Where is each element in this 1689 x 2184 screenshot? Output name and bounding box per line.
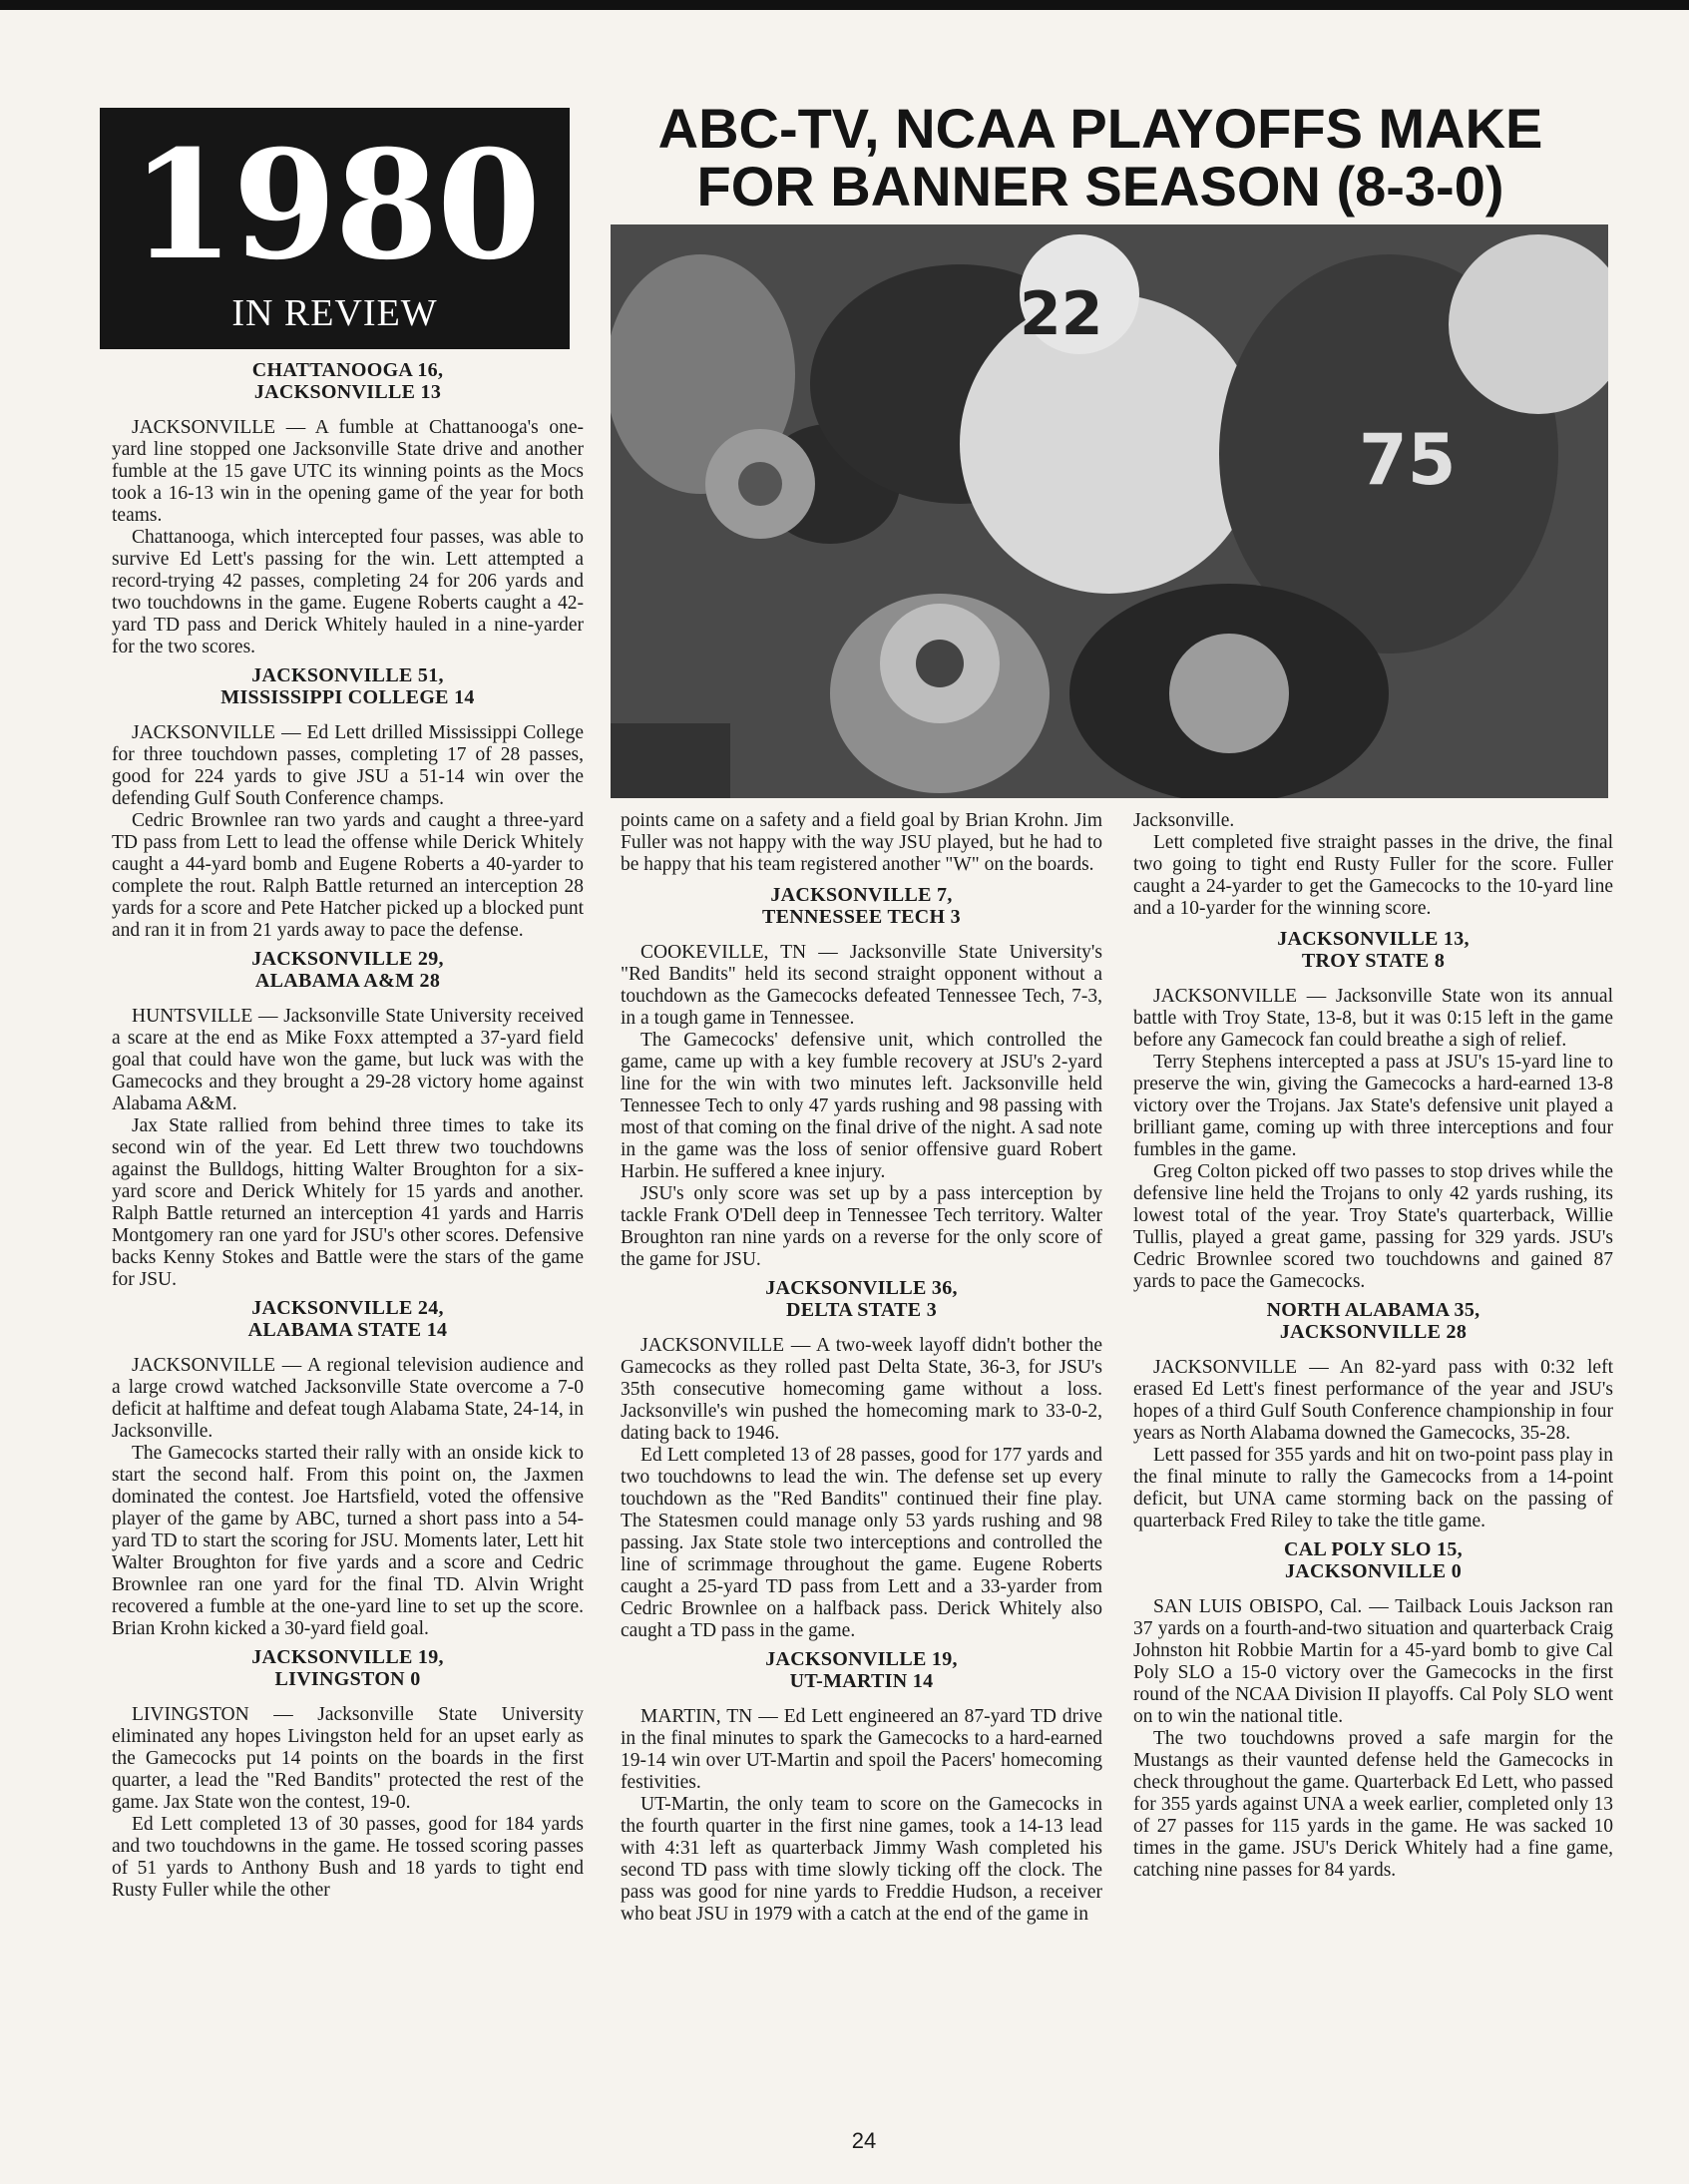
article-paragraph: COOKEVILLE, TN — Jacksonville State University's "Red Bandits" held its second straight opponent without a touchdown as the Gamecocks defeated Tennessee Tech, 7-3, in a tough game in Tennessee. [621,942,1102,1029]
article-paragraph: Chattanooga, which intercepted four passes, was able to survive Ed Lett's passing for the win. Lett attempted a record-trying 42 passes, completing 24 for 206 yards and two touchdowns in the game. Eugene Roberts caught a 42-yard TD pass and Derick Whitely hauled in a nine-yarder for the two scores. [112,527,584,657]
article-paragraph: Jax State rallied from behind three times to take its second win of the year. Ed Lett threw two touchdowns against the Bulldogs, hitting Walter Broughton for a six-yard score and Derick Whitely for 15 yards and another. Ralph Battle returned an interception 41 yards and Harris Montgomery ran one yard for JSU's other scores. Defensive backs Kenny Stokes and Battle were the stars of the game for JSU. [112,1115,584,1290]
football-scrum-photo-icon [611,224,1608,798]
article-paragraph: UT-Martin, the only team to score on the Gamecocks in the fourth quarter in the first nine games, took a 14-13 lead with 4:31 left as quarterback Jimmy Wash completed his second TD pass with time slowly ticking off the clock. The pass was good for nine yards to Freddie Hudson, a receiver who beat JSU in 1979 with a catch at the end of the game in [621,1794,1102,1925]
game-heading: JACKSONVILLE 24, ALABAMA STATE 14 [247,1297,448,1341]
article-paragraph: JACKSONVILLE — A fumble at Chattanooga's one-yard line stopped one Jacksonville State drive and another fumble at the 15 gave UTC its winning points as the Mocs took a 16-13 win in the opening game of the year for both teams. [112,417,584,526]
article-paragraph: SAN LUIS OBISPO, Cal. — Tailback Louis Jackson ran 37 yards on a fourth-and-two situation and quarterback Craig Johnston hit Robbie Martin for a 45-yard bomb to give Cal Poly SLO a 15-0 victory over the Gamecocks in the first round of the NCAA Division II playoffs. Cal Poly SLO went on to win the national title. [1133,1596,1613,1727]
headline [597,97,1604,218]
game-heading: JACKSONVILLE 7, TENNESSEE TECH 3 [762,884,961,928]
article-paragraph: Ed Lett completed 13 of 28 passes, good for 177 yards and two touchdowns to lead the win. The defense set up every touchdown as the "Red Bandits" continued their fine play. The Statesmen could manage only 53 yards rushing and 98 passing. Jax State stole two interceptions and controlled the line of scrimmage throughout the game. Eugene Roberts caught a 25-yard TD pass from Lett and a 33-yarder from Cedric Brownlee on a halfback pass. Derick Whitely also caught a TD pass in the game. [621,1445,1102,1641]
article-paragraph: The Gamecocks' defensive unit, which controlled the game, came up with a key fumble recovery at JSU's 2-yard line for the win with two minutes left. Jacksonville held Tennessee Tech to only 47 yards rushing and 98 passing with most of that coming on the final drive of the night. A sad note in the game was the loss of senior offensive guard Robert Harbin. He suffered a knee injury. [621,1030,1102,1182]
article-paragraph: JACKSONVILLE — Ed Lett drilled Mississippi College for three touchdown passes, completing 17 of 28 passes, good for 224 yards to give JSU a 51-14 win over the defending Gulf South Conference champs. [112,722,584,809]
page-number: 24 [851,2128,877,2153]
game-heading: JACKSONVILLE 13, TROY STATE 8 [1277,928,1470,972]
svg-text:22: 22 [1020,279,1103,349]
article-paragraph: Lett completed five straight passes in the drive, the final two going to tight end Rusty Fuller for the score. Fuller caught a 24-yarder to get the Gamecocks to the 10-yard line and a 10-yarder for the winning score. [1133,832,1613,919]
game-heading: NORTH ALABAMA 35, JACKSONVILLE 28 [1266,1299,1480,1343]
in-review-subtitle: IN REVIEW [231,292,438,334]
article-paragraph: Greg Colton picked off two passes to stop drives while the defensive line held the Trojans to only 42 yards rushing, its lowest total of the year. Troy State's quarterback, Willie Tullis, played a great game, passing for 329 yards. JSU's Cedric Brownlee scored two touchdowns and gained 87 yards to pace the Gamecocks. [1133,1161,1613,1292]
article-paragraph: JACKSONVILLE — A regional television audience and a large crowd watched Jacksonville State overcome a 7-0 deficit at halftime and defeat tough Alabama State, 24-14, in Jacksonville. [112,1355,584,1442]
game-heading: JACKSONVILLE 19, UT-MARTIN 14 [765,1648,958,1692]
article-paragraph: JACKSONVILLE — An 82-yard pass with 0:32 left erased Ed Lett's finest performance of the year and JSU's hopes of a third Gulf South Conference championship in four years as North Alabama downed the Gamecocks, 35-28. [1133,1357,1613,1444]
article-paragraph: Lett passed for 355 yards and hit on two-point pass play in the final minute to rally the Gamecocks from a 14-point deficit, but UNA came storming back on the passing of quarterback Fred Riley to take the title game. [1133,1445,1613,1531]
column-1 [112,359,584,1902]
game-heading: JACKSONVILLE 36, DELTA STATE 3 [765,1277,958,1321]
top-rule [0,0,1689,10]
article-paragraph: LIVINGSTON — Jacksonville State University eliminated any hopes Livingston held for an upset early as the Gamecocks put 14 points on the boards in the first quarter, a lead the "Red Bandits" protected the rest of the game. Jax State won the contest, 19-0. [112,1704,584,1813]
football-photo [611,224,1608,798]
game-heading: JACKSONVILLE 51, MISSISSIPPI COLLEGE 14 [220,664,475,708]
column-2 [621,810,1102,1926]
year-title-block [100,108,570,349]
game-heading: CAL POLY SLO 15, JACKSONVILLE 0 [1284,1538,1463,1582]
article-paragraph: The two touchdowns proved a safe margin for the Mustangs as their vaunted defense held the Gamecocks in check throughout the game. Quarterback Ed Lett, who passed for 355 yards against UNA a week earlier, completed only 13 of 27 passes for 115 yards in the game. He was sacked 10 times in the game. JSU's Derick Whitely had a fine game, catching nine passes for 84 yards. [1133,1728,1613,1881]
article-paragraph: JACKSONVILLE — Jacksonville State won its annual battle with Troy State, 13-8, but it was 0:15 left in the game before any Gamecock fan could breathe a sigh of relief. [1133,986,1613,1051]
article-paragraph: Cedric Brownlee ran two yards and caught a three-yard TD pass from Lett to lead the offense while Derick Whitely caught a 44-yard bomb and Eugene Roberts a 40-yarder to complete the rout. Ralph Battle returned an interception 28 yards for a score and Pete Hatcher picked up a blocked punt and ran it in from 21 yards away to pace the defense. [112,810,584,941]
article-paragraph: HUNTSVILLE — Jacksonville State University received a scare at the end as Mike Foxx attempted a 37-yard field goal that could have won the game, but luck was with the Gamecocks and they brought a 29-28 victory home against Alabama A&M. [112,1006,584,1114]
article-paragraph: Terry Stephens intercepted a pass at JSU's 15-yard line to preserve the win, giving the Gamecocks a hard-earned 13-8 victory over the Trojans. Jax State's defensive unit played a brilliant game, coming up with three interceptions and four fumbles in the game. [1133,1052,1613,1160]
article-paragraph: MARTIN, TN — Ed Lett engineered an 87-yard TD drive in the final minutes to spark the Gamecocks to a hard-earned 19-14 win over UT-Martin and spoil the Pacers' homecoming festivities. [621,1706,1102,1793]
article-paragraph: JACKSONVILLE — A two-week layoff didn't bother the Gamecocks as they rolled past Delta State, 36-3, for JSU's 35th consecutive homecoming game without a loss. Jacksonville's win pushed the homecoming mark to 33-0-2, dating back to 1946. [621,1335,1102,1444]
headline-line-2: FOR BANNER SEASON (8-3-0) [696,155,1504,218]
year-title: 1980 [130,118,540,293]
column-3 [1133,810,1613,1882]
headline-line-1: ABC-TV, NCAA PLAYOFFS MAKE [657,97,1543,160]
game-heading: JACKSONVILLE 19, LIVINGSTON 0 [251,1646,444,1690]
article-paragraph: Jacksonville. [1133,810,1235,831]
game-heading: CHATTANOOGA 16, JACKSONVILLE 13 [251,359,444,403]
svg-text:75: 75 [1359,419,1457,501]
game-heading: JACKSONVILLE 29, ALABAMA A&M 28 [251,948,444,992]
article-paragraph: points came on a safety and a field goal by Brian Krohn. Jim Fuller was not happy with the way JSU played, but he had to be happy that his team registered another "W" on the boards. [621,810,1102,875]
article-paragraph: Ed Lett completed 13 of 30 passes, good for 184 yards and two touchdowns in the game. He tossed scoring passes of 51 yards to Anthony Bush and 18 yards to tight end Rusty Fuller while the other [112,1814,584,1901]
article-paragraph: The Gamecocks started their rally with an onside kick to start the second half. From this point on, the Jaxmen dominated the contest. Joe Hartsfield, voted the offensive player of the game by ABC, turned a short pass into a 54-yard TD to start the scoring for JSU. Moments later, Lett hit Walter Broughton for five yards and a score and Cedric Brownlee ran one yard for the final TD. Alvin Wright recovered a fumble at the one-yard line to set up the score. Brian Krohn kicked a 30-yard field goal. [112,1443,584,1639]
article-paragraph: JSU's only score was set up by a pass interception by tackle Frank O'Dell deep in Tennessee Tech territory. Walter Broughton ran nine yards on a reverse for the only score of the game for JSU. [621,1183,1102,1270]
